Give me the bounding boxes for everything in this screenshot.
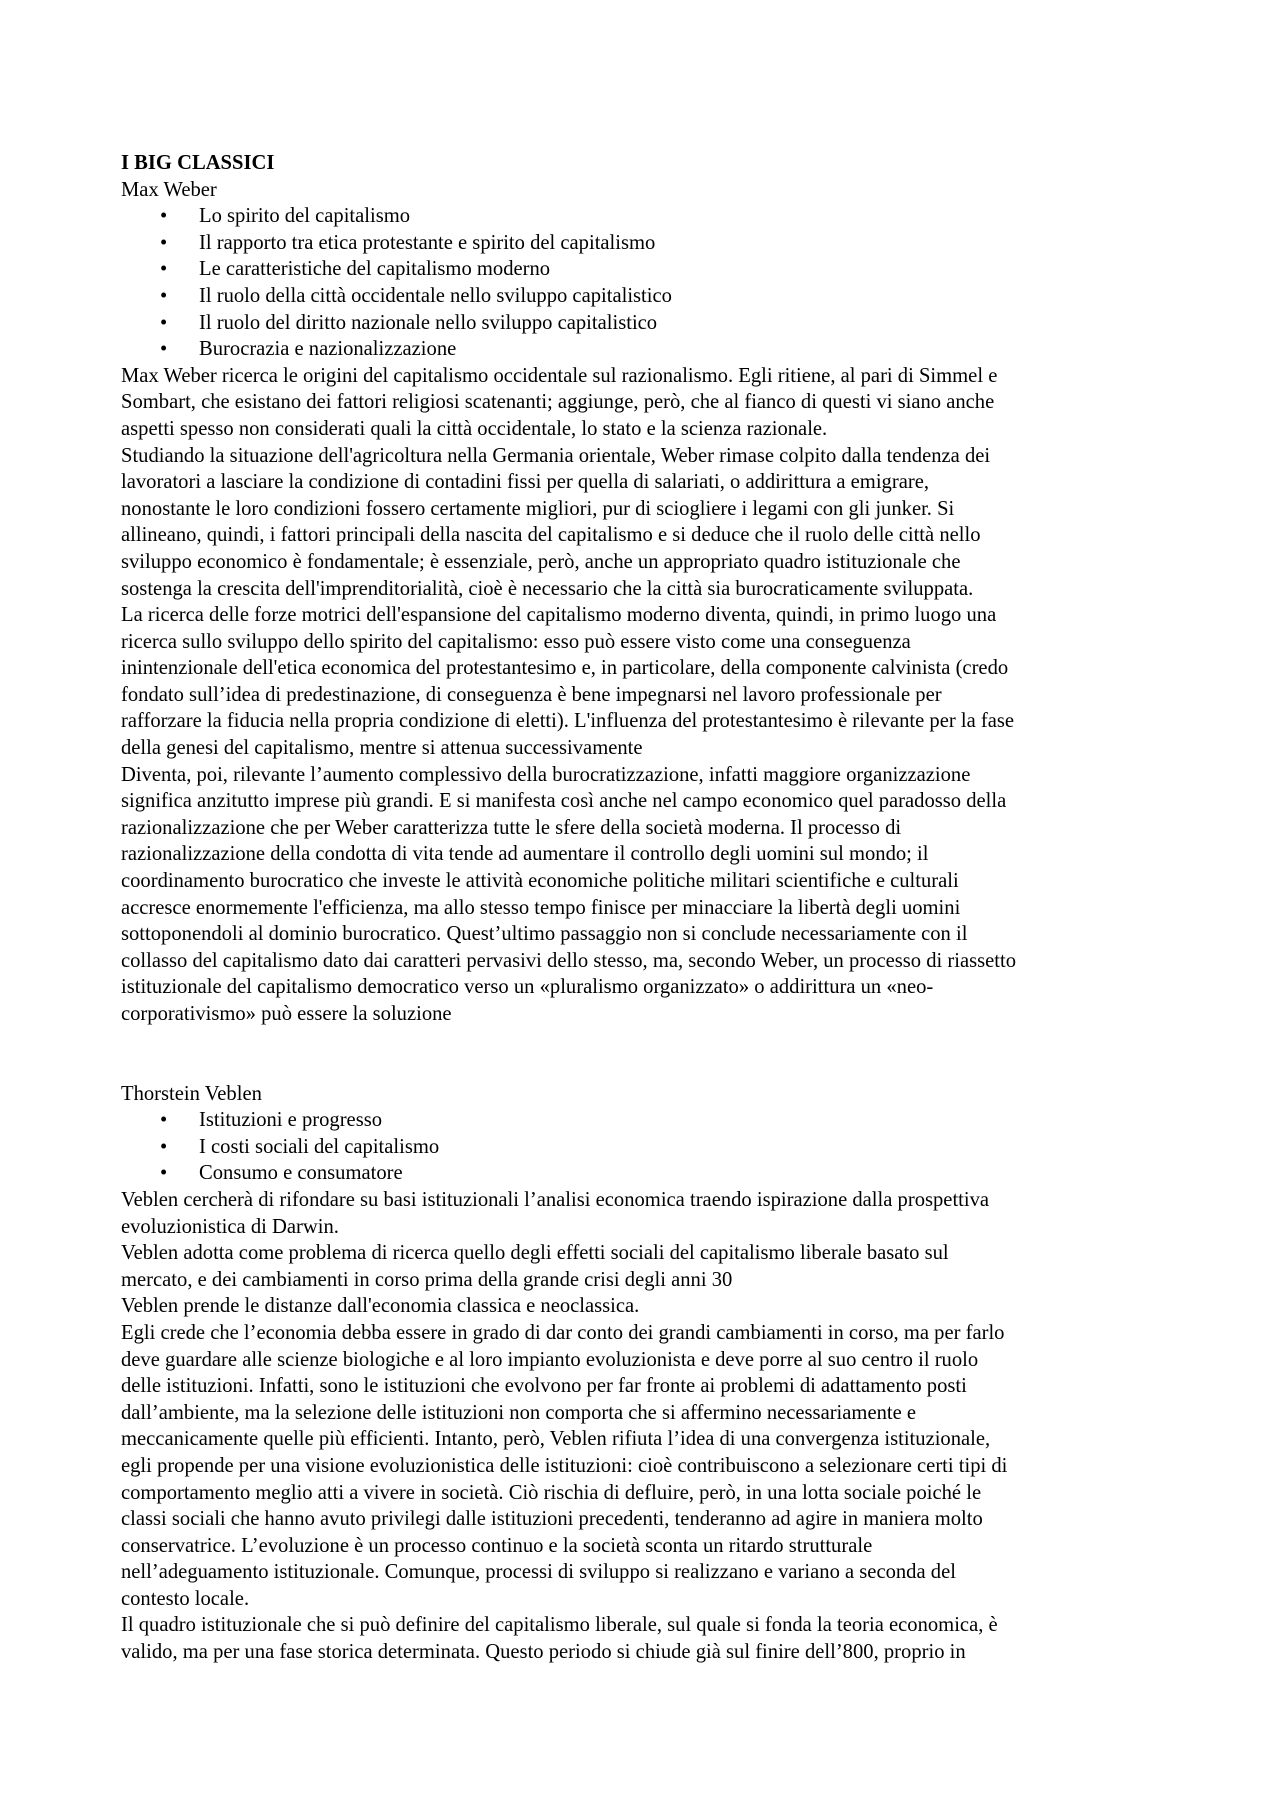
paragraph (121, 443, 1161, 603)
text-line: razionalizzazione della condotta di vita tende ad aumentare il controllo degli uomini sul mondo; il (121, 843, 929, 866)
text-line: Max Weber ricerca le origini del capitalismo occidentale sul razionalismo. Egli ritiene, al pari di Simmel e (121, 364, 998, 387)
text-line: nell’adeguamento istituzionale. Comunque, processi di sviluppo si realizzano e variano a seconda del (121, 1561, 956, 1584)
paragraph (121, 1293, 1161, 1320)
text-line: valido, ma per una fase storica determinata. Questo periodo si chiude già sul finire dell’800, proprio in (121, 1641, 966, 1664)
text-line: della genesi del capitalismo, mentre si attenua successivamente (121, 737, 643, 760)
body-text-weber (121, 363, 1161, 1028)
bullet-text: Consumo e consumatore (199, 1162, 403, 1185)
document-heading: I BIG CLASSICI (121, 152, 275, 174)
bullet-item (121, 1107, 1161, 1134)
paragraph (121, 1320, 1161, 1613)
paragraph (121, 602, 1161, 762)
text-line: mercato, e dei cambiamenti in corso prima della grande crisi degli anni 30 (121, 1268, 733, 1291)
topic-list-weber (121, 203, 1161, 363)
paragraph (121, 762, 1161, 1028)
bullet-icon: • (160, 284, 168, 307)
text-line: rafforzare la fiducia nella propria condizione di eletti). L'influenza del protestantesimo è rilevante per la fase (121, 710, 1015, 733)
bullet-item (121, 1160, 1161, 1187)
paragraph (121, 363, 1161, 443)
text-line: inintenzionale dell'etica economica del protestantesimo e, in particolare, della componente calvinista (credo (121, 657, 1009, 680)
bullet-item (121, 1134, 1161, 1161)
bullet-icon: • (160, 231, 168, 254)
bullet-icon: • (160, 1162, 168, 1185)
bullet-text: Istituzioni e progresso (199, 1109, 383, 1132)
text-line: sviluppo economico è fondamentale; è essenziale, però, anche un appropriato quadro istituzionale che (121, 550, 961, 573)
paragraph (121, 1612, 1161, 1665)
bullet-item (121, 310, 1161, 337)
text-line: significa anzitutto imprese più grandi. E si manifesta così anche nel campo economico quel paradosso della (121, 790, 1007, 813)
bullet-text: Il ruolo della città occidentale nello sviluppo capitalistico (199, 284, 672, 307)
bullet-text: Le caratteristiche del capitalismo moderno (199, 258, 551, 281)
text-line: accresce enormemente l'efficienza, ma allo stesso tempo finisce per minacciare la libertà degli uomini (121, 896, 961, 919)
text-line: egli propende per una visione evoluzionistica delle istituzioni: cioè contribuiscono a selezionare certi tipi di (121, 1454, 1008, 1477)
text-line: deve guardare alle scienze biologiche e al loro impianto evoluzionista e deve porre al suo centro il ruolo (121, 1348, 979, 1371)
bullet-item (121, 256, 1161, 283)
bullet-icon: • (160, 258, 168, 281)
text-line: collasso del capitalismo dato dai caratteri pervasivi dello stesso, ma, secondo Weber, un processo di riassetto (121, 949, 1017, 972)
text-line: coordinamento burocratico che investe le attività economiche politiche militari scientifiche e culturali (121, 870, 959, 893)
bullet-icon: • (160, 205, 168, 228)
bullet-text: Il rapporto tra etica protestante e spirito del capitalismo (199, 231, 656, 254)
paragraph (121, 1240, 1161, 1293)
document-body (121, 150, 1161, 1666)
bullet-item (121, 230, 1161, 257)
text-line: allineano, quindi, i fattori principali della nascita del capitalismo e si deduce che il ruolo delle città nello (121, 524, 981, 547)
text-line: razionalizzazione che per Weber caratterizza tutte le sfere della società moderna. Il processo di (121, 816, 902, 839)
topic-list-veblen (121, 1107, 1161, 1187)
bullet-text: I costi sociali del capitalismo (199, 1135, 440, 1158)
text-line: sottoponendoli al dominio burocratico. Quest’ultimo passaggio non si conclude necessariamente con il (121, 923, 968, 946)
bullet-item (121, 203, 1161, 230)
text-line: nonostante le loro condizioni fossero certamente migliori, pur di sciogliere i legami con gli junker. Si (121, 497, 955, 520)
text-line: sostenga la crescita dell'imprenditorialità, cioè è necessario che la città sia burocraticamente sviluppata. (121, 577, 974, 600)
author-name-veblen: Thorstein Veblen (121, 1082, 262, 1105)
text-line: Egli crede che l’economia debba essere in grado di dar conto dei grandi cambiamenti in corso, ma per farlo (121, 1321, 1005, 1344)
text-line: comportamento meglio atti a vivere in società. Ciò rischia di defluire, però, in una lotta sociale poiché le (121, 1481, 982, 1504)
bullet-icon: • (160, 1135, 168, 1158)
text-line: Diventa, poi, rilevante l’aumento complessivo della burocratizzazione, infatti maggiore organizzazione (121, 763, 971, 786)
text-line: Studiando la situazione dell'agricoltura nella Germania orientale, Weber rimase colpito dalla tendenza dei (121, 444, 991, 467)
text-line: evoluzionistica di Darwin. (121, 1215, 339, 1238)
bullet-text: Il ruolo del diritto nazionale nello sviluppo capitalistico (199, 311, 658, 334)
text-line: contesto locale. (121, 1587, 250, 1610)
section-spacer (121, 1028, 1161, 1081)
text-line: dall’ambiente, ma la selezione delle istituzioni non comporta che si affermino necessariamente e (121, 1401, 917, 1424)
text-line: corporativismo» può essere la soluzione (121, 1003, 452, 1025)
text-line: La ricerca delle forze motrici dell'espansione del capitalismo moderno diventa, quindi, in primo luogo una (121, 604, 997, 627)
bullet-icon: • (160, 311, 168, 334)
text-line: Veblen prende le distanze dall'economia classica e neoclassica. (121, 1295, 640, 1318)
text-line: meccanicamente quelle più efficienti. Intanto, però, Veblen rifiuta l’idea di una convergenza istituzionale, (121, 1428, 991, 1451)
text-line: Sombart, che esistano dei fattori religiosi scatenanti; aggiunge, però, che al fianco di questi vi siano anche (121, 391, 995, 414)
text-line: conservatrice. L’evoluzione è un processo continuo e la società sconta un ritardo strutturale (121, 1534, 873, 1557)
author-name-weber: Max Weber (121, 178, 217, 201)
text-line: ricerca sullo sviluppo dello spirito del capitalismo: esso può essere visto come una conseguenza (121, 630, 911, 653)
text-line: istituzionale del capitalismo democratico verso un «pluralismo organizzato» o addirittura un «neo- (121, 976, 934, 999)
text-line: Veblen cercherà di rifondare su basi istituzionali l’analisi economica traendo ispirazione dalla prospettiva (121, 1188, 990, 1211)
text-line: delle istituzioni. Infatti, sono le istituzioni che evolvono per far fronte ai problemi di adattamento posti (121, 1375, 967, 1398)
bullet-item (121, 283, 1161, 310)
text-line: classi sociali che hanno avuto privilegi dalle istituzioni precedenti, tenderanno ad agire in maniera molto (121, 1508, 983, 1531)
bullet-text: Lo spirito del capitalismo (199, 205, 411, 228)
text-line: fondato sull’idea di predestinazione, di conseguenza è bene impegnarsi nel lavoro professionale per (121, 683, 942, 706)
bullet-item (121, 336, 1161, 363)
text-line: Il quadro istituzionale che si può definire del capitalismo liberale, sul quale si fonda la teoria economica, è (121, 1614, 998, 1637)
bullet-icon: • (160, 1109, 168, 1132)
bullet-text: Burocrazia e nazionalizzazione (199, 338, 457, 361)
text-line: Veblen adotta come problema di ricerca quello degli effetti sociali del capitalismo liberale basato sul (121, 1242, 949, 1265)
body-text-veblen (121, 1187, 1161, 1666)
text-line: lavoratori a lasciare la condizione di contadini fissi per quella di salariati, o addirittura a emigrare, (121, 471, 929, 494)
paragraph (121, 1187, 1161, 1240)
text-line: aspetti spesso non considerati quali la città occidentale, lo stato e la scienza razionale. (121, 417, 828, 440)
bullet-icon: • (160, 338, 168, 361)
